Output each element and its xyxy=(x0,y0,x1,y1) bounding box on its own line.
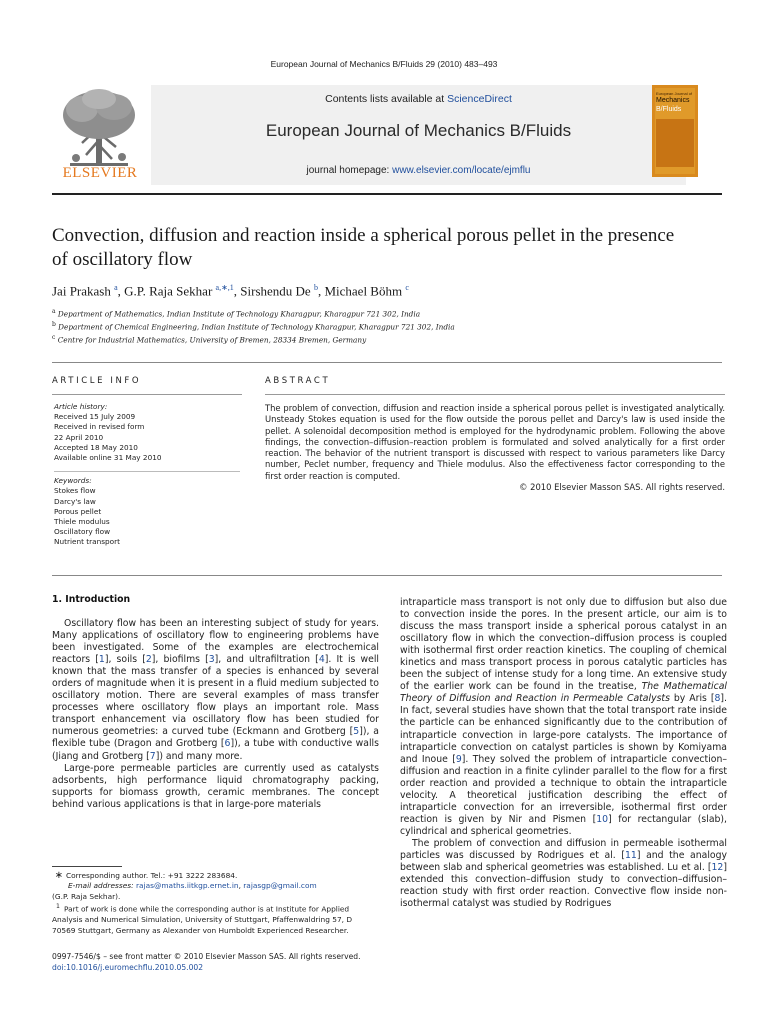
footnote-mark: 1 xyxy=(56,903,60,911)
masthead-rule xyxy=(52,193,722,195)
citation-link[interactable]: 5 xyxy=(353,726,360,738)
abstract-heading: ABSTRACT xyxy=(265,376,331,386)
author-affil-mark[interactable]: a,∗,1 xyxy=(215,283,234,292)
journal-homepage-link[interactable]: www.elsevier.com/locate/ejmflu xyxy=(392,165,531,176)
corresponding-author-note: ∗ Corresponding author. Tel.: +91 3222 283684. xyxy=(52,871,377,881)
running-head: European Journal of Mechanics B/Fluids 29 (2010) 483–493 xyxy=(270,59,498,69)
citation-link[interactable]: 7 xyxy=(149,750,156,762)
elsevier-logo-text: ELSEVIER xyxy=(62,165,138,181)
affiliation: $^c$ Centre for Industrial Mathematics, University of Bremen, 28334 Bremen, Germany xyxy=(52,334,367,345)
author-affil-mark[interactable]: b xyxy=(313,283,318,292)
keywords-label: Keywords: xyxy=(54,476,92,486)
section-heading-introduction: 1. Introduction xyxy=(52,594,131,605)
author-name: Michael Böhm xyxy=(324,283,403,299)
footnote-mark: ∗ xyxy=(54,870,64,881)
history-entry: Accepted 18 May 2010 xyxy=(54,442,138,452)
abstract-block xyxy=(265,403,725,493)
email-owner: (G.P. Raja Sekhar). xyxy=(52,891,121,901)
footnotes xyxy=(52,871,377,936)
affiliation: $^a$ Department of Mathematics, Indian Institute of Technology Kharagpur, Kharagpur 721 302, India xyxy=(52,308,421,319)
citation-link[interactable]: 12 xyxy=(711,862,724,874)
keyword: Stokes flow xyxy=(54,486,96,496)
body-divider xyxy=(52,575,722,576)
journal-masthead xyxy=(52,85,722,185)
homepage-line: journal homepage: www.elsevier.com/locate/ejmflu xyxy=(306,165,531,176)
journal-cover-thumbnail[interactable] xyxy=(652,85,698,177)
sciencedirect-link[interactable]: ScienceDirect xyxy=(447,93,512,105)
author-list: Jai Prakash $^a$, G.P. Raja Sekhar $^{a,∗,1}$, Sirshendu De $^b$, Michael Böhm $^c$ xyxy=(52,283,409,299)
article-info-block xyxy=(54,402,244,548)
author-name: G.P. Raja Sekhar xyxy=(124,283,213,299)
keyword: Oscillatory flow xyxy=(54,527,111,537)
citation-link[interactable]: 4 xyxy=(318,654,325,666)
footnote-1: $^1$ Part of work is done while the corresponding author is at Institute for Applied Analysis and Numerical Simulation, University of Stuttgart, Pfaffenwaldring 57, D 70569 Stuttgart, Germany as Alexander von Humboldt Experienced Researcher. xyxy=(52,903,353,935)
citation-link[interactable]: 3 xyxy=(208,654,215,666)
footnote-rule xyxy=(52,866,122,867)
email-link[interactable]: rajas@maths.iitkgp.ernet.in xyxy=(135,881,239,891)
citation-link[interactable]: 11 xyxy=(624,849,637,861)
history-entry: Received 15 July 2009 xyxy=(54,412,136,422)
citation-link[interactable]: 1 xyxy=(98,654,105,666)
abstract-copyright: © 2010 Elsevier Masson SAS. All rights reserved. xyxy=(519,482,725,493)
history-entry: Received in revised form xyxy=(54,422,145,432)
author-name: Sirshendu De xyxy=(240,283,311,299)
body-column-left xyxy=(52,618,379,811)
keyword: Darcy's law xyxy=(54,496,96,506)
cover-line-3: B/Fluids xyxy=(656,106,682,113)
info-divider xyxy=(54,471,240,472)
author-affil-mark[interactable]: c xyxy=(405,283,409,292)
citation-link[interactable]: 2 xyxy=(145,654,152,666)
citation-link[interactable]: 6 xyxy=(224,738,231,750)
author-affil-mark[interactable]: a xyxy=(114,283,118,292)
body-column-right xyxy=(400,597,727,910)
article-info-heading: ARTICLE INFO xyxy=(52,376,142,386)
article-title: Convection, diffusion and reaction inside a spherical porous pellet in the presence of oscillatory flow xyxy=(52,225,675,270)
elsevier-logo[interactable] xyxy=(52,85,148,185)
cover-line-2: Mechanics xyxy=(656,97,690,104)
body-paragraph: Large-pore permeable particles are currently used as catalysts adsorbents, high performance liquid chromatography packing, supports for biomass growth, ceramic membranes. The concept behind various applications is that in large-pore materials xyxy=(52,762,379,810)
keyword: Nutrient transport xyxy=(54,537,120,547)
citation-link[interactable]: 8 xyxy=(714,693,721,705)
doi-link[interactable]: doi:10.1016/j.euromechflu.2010.05.002 xyxy=(52,963,204,972)
affiliation: $^b$ Department of Chemical Engineering, Indian Institute of Technology Kharagpur, Kharagpur 721 302, India xyxy=(52,321,455,332)
issn-line: 0997-7546/$ – see front matter © 2010 Elsevier Masson SAS. All rights reserved. xyxy=(52,952,361,961)
cover-line-1: European Journal of xyxy=(656,91,693,96)
body-paragraph: Oscillatory flow has been an interesting subject of study for years. Many applications of oscillatory flow to engineering problems have been investigated. Some of the examples are electrochemical reactors [1], soils [2], biofilms [3], and ultrafiltration [4]. It is well known that the mass transfer of a species is enhanced by several orders of magnitude when it is present in a fluid medium subjected to oscillatory motion. There are several examples of mass transfer processes where oscillatory flow plays an important role. Mass transport enhancement via oscillatory flow has been studied for numerous geometries: a curved tube (Eckmann and Grotberg [5]), a flexible tube (Dragon and Grotberg [6]), a tube with conductive walls (Jiang and Grotberg [7]) and many more. xyxy=(52,618,379,762)
history-entry: Available online 31 May 2010 xyxy=(54,453,162,463)
journal-title: European Journal of Mechanics B/Fluids xyxy=(265,121,572,140)
abstract-rule xyxy=(265,394,725,395)
body-paragraph: intraparticle mass transport is not only due to diffusion but also due to convection inside the pores. In the present article, our aim is to discuss the mass transport inside a spherical porous catalyst in an oscillatory flow in which the convection–diffusion process is coupled with isothermal first order reaction kinetics. The coupling of chemical kinetics and mass transport process in porous catalytic particles has been the subject of intense study for a long time. An extensive study of the earlier work can be found in the treatise, The Mathematical Theory of Diffusion and Reaction in Permeable Catalysts by Aris [8]. In fact, several studies have shown that the total transport rate inside the particle can be enhanced significantly due to the contribution of intraparticle convection in large-pore catalysts. The importance of intraparticle convection on catalyst particles is shown by Komiyama and Inoue [9]. They solved the problem of intraparticle convection–diffusion and reaction in a finite cylinder parallel to the flow for a first order reaction and provided a technique to obtain the intraparticle velocity. A theoretical justification describing the effect of intraparticle convection for an irreversible, isothermal first order reaction is given by Nir and Pismen [10] for rectangular (slab), cylindrical and spherical geometries. xyxy=(400,597,728,837)
front-matter xyxy=(52,951,382,973)
contents-line: Contents lists available at ScienceDirect xyxy=(325,93,512,105)
keyword: Porous pellet xyxy=(54,506,102,516)
citation-link[interactable]: 9 xyxy=(455,753,462,765)
history-label: Article history: xyxy=(54,402,108,411)
body-paragraph: The problem of convection and diffusion in permeable isothermal particles was discussed by Rodrigues et al. [11] and the analogy between slab and spherical geometries was established. Lu et al. [12] extended this convection–diffusion study to convection–diffusion–reaction study with first order reaction. Convective flow inside non-isothermal catalyst was studied by Rodrigues xyxy=(400,837,727,910)
article-info-rule xyxy=(52,394,242,395)
email-note: E-mail addresses: rajas@maths.iitkgp.ernet.in, rajasgp@gmail.com xyxy=(68,881,317,891)
email-link[interactable]: rajasgp@gmail.com xyxy=(243,881,317,891)
journal-banner xyxy=(151,85,686,185)
citation-link[interactable]: 10 xyxy=(596,813,609,825)
author-name: Jai Prakash xyxy=(52,283,111,299)
history-entry: 22 April 2010 xyxy=(54,432,104,442)
section-divider xyxy=(52,362,722,363)
keyword: Thiele modulus xyxy=(54,517,110,527)
abstract-text: The problem of convection, diffusion and reaction inside a spherical porous pellet is investigated analytically. Unsteady Stokes equation is used for the flow outside the porous pellet and Darcy's law is used inside the pellet. A solenoidal decomposition method is employed for the hydrodynamic problem. Following the above findings, the convection–diffusion–reaction problem is formulated and solved analytically for a first order reaction. The behavior of the nutrient transport is discussed with respect to various parameters like Darcy number, Peclet number, frequency and Thiele modulus. Also the effectiveness factor corresponding to the first order reaction is computed. xyxy=(265,403,725,481)
